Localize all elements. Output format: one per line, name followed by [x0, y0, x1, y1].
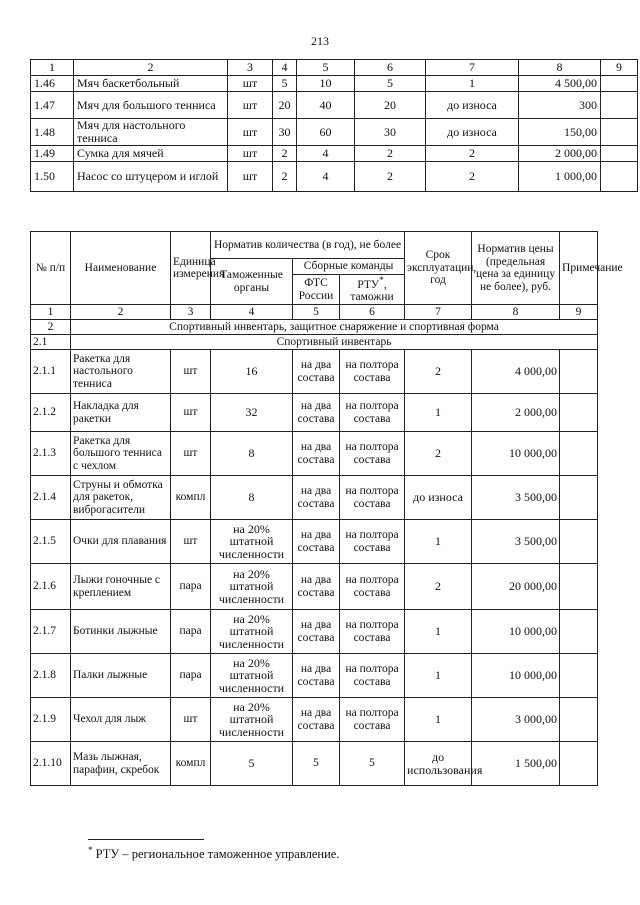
col-number-5: 5: [297, 60, 355, 76]
cell-col-9: [601, 92, 638, 119]
cell-col-5: 60: [297, 119, 355, 146]
cell-col-1: 1.48: [31, 119, 74, 146]
cell-col-6: на полтора состава: [340, 394, 405, 432]
cell-col-9: [560, 654, 598, 698]
cell-col-7: 1: [405, 394, 472, 432]
col-number-7: 7: [405, 305, 472, 320]
table-row: [31, 162, 638, 192]
cell-col-2: Палки лыжные: [71, 654, 171, 698]
cell-col-5: на два состава: [293, 564, 340, 610]
cell-col-3: шт: [171, 698, 211, 742]
cell-col-5: на два состава: [293, 698, 340, 742]
cell-col-4: 30: [273, 119, 297, 146]
cell-col-8: 1 000,00: [519, 162, 601, 192]
cell-col-4: 2: [273, 162, 297, 192]
cell-col-4: 8: [211, 476, 293, 520]
table-row: [31, 564, 598, 610]
equipment-table-continuation: [30, 59, 638, 192]
cell-col-8: 3 500,00: [472, 476, 560, 520]
cell-col-2: Насос со штуцером и иглой: [74, 162, 228, 192]
cell-col-2: Очки для плавания: [71, 520, 171, 564]
header-note: Примечание: [560, 232, 598, 305]
cell-col-2: Ракетка для настольного тенниса: [71, 350, 171, 394]
cell-col-9: [601, 146, 638, 162]
cell-col-8: 1 500,00: [472, 742, 560, 786]
cell-col-1: 1.46: [31, 76, 74, 92]
cell-col-5: на два состава: [293, 476, 340, 520]
cell-col-6: 30: [355, 119, 426, 146]
cell-col-8: 4 000,00: [472, 350, 560, 394]
col-number-1: 1: [31, 305, 71, 320]
cell-col-1: 2.1.2: [31, 394, 71, 432]
header-teams: Сборные команды: [293, 259, 405, 275]
table-row: [31, 742, 598, 786]
header-num: № п/п: [31, 232, 71, 305]
cell-col-6: 2: [355, 162, 426, 192]
cell-col-1: 1.47: [31, 92, 74, 119]
cell-col-6: 20: [355, 92, 426, 119]
cell-col-4: 5: [273, 76, 297, 92]
cell-col-8: 10 000,00: [472, 654, 560, 698]
cell-col-6: на полтора состава: [340, 476, 405, 520]
header-norm-qty: Норматив количества (в год), не более: [211, 232, 405, 259]
col-number-6: 6: [355, 60, 426, 76]
cell-col-7: 1: [405, 698, 472, 742]
cell-col-1: 2.1.8: [31, 654, 71, 698]
cell-col-4: на 20% штатной численности: [211, 520, 293, 564]
cell-col-3: компл: [171, 742, 211, 786]
cell-col-2: Мяч для настольного тенниса: [74, 119, 228, 146]
cell-col-3: шт: [171, 350, 211, 394]
cell-col-5: на два состава: [293, 394, 340, 432]
cell-col-8: 150,00: [519, 119, 601, 146]
col-number-6: 6: [340, 305, 405, 320]
cell-col-8: 10 000,00: [472, 610, 560, 654]
col-number-5: 5: [293, 305, 340, 320]
cell-col-6: на полтора состава: [340, 432, 405, 476]
cell-col-7: 2: [426, 146, 519, 162]
cell-col-5: на два состава: [293, 350, 340, 394]
table-row: [31, 698, 598, 742]
cell-col-7: до использования: [405, 742, 472, 786]
cell-col-9: [560, 394, 598, 432]
cell-col-4: на 20% штатной численности: [211, 654, 293, 698]
cell-col-6: на полтора состава: [340, 350, 405, 394]
cell-col-7: 1: [405, 520, 472, 564]
cell-col-6: 5: [355, 76, 426, 92]
cell-col-2: Мяч для большого тенниса: [74, 92, 228, 119]
footnote-separator: [88, 839, 204, 840]
cell-col-7: до износа: [426, 92, 519, 119]
cell-col-1: 2.1.5: [31, 520, 71, 564]
cell-col-7: 1: [426, 76, 519, 92]
cell-col-3: шт: [171, 394, 211, 432]
col-number-9: 9: [560, 305, 598, 320]
table-row: [31, 654, 598, 698]
header-name: Наименование: [71, 232, 171, 305]
cell-col-1: 1.50: [31, 162, 74, 192]
col-number-8: 8: [519, 60, 601, 76]
col-number-2: 2: [74, 60, 228, 76]
cell-col-7: 2: [405, 350, 472, 394]
cell-col-4: 5: [211, 742, 293, 786]
cell-col-9: [601, 76, 638, 92]
table1-header-row: [31, 60, 638, 76]
cell-col-7: 1: [405, 610, 472, 654]
col-number-3: 3: [171, 305, 211, 320]
cell-col-9: [560, 742, 598, 786]
rtu-suffix: , таможни: [350, 278, 394, 304]
col-number-4: 4: [211, 305, 293, 320]
cell-col-1: 2.1.3: [31, 432, 71, 476]
section-title: Спортивный инвентарь, защитное снаряжение и спортивная форма: [71, 320, 598, 335]
cell-col-2: Чехол для лыж: [71, 698, 171, 742]
cell-col-9: [560, 564, 598, 610]
header-term: Срок эксплуатации, год: [405, 232, 472, 305]
table-row: [31, 146, 638, 162]
cell-col-9: [560, 350, 598, 394]
table-row: [31, 432, 598, 476]
cell-col-3: шт: [171, 520, 211, 564]
cell-col-6: на полтора состава: [340, 564, 405, 610]
cell-col-2: Лыжи гоночные с креплением: [71, 564, 171, 610]
cell-col-1: 2.1.10: [31, 742, 71, 786]
table-row: [31, 350, 598, 394]
cell-col-2: Ракетка для большого тенниса с чехлом: [71, 432, 171, 476]
cell-col-1: 2.1.1: [31, 350, 71, 394]
cell-col-7: до износа: [405, 476, 472, 520]
table-row: [31, 610, 598, 654]
cell-col-6: на полтора состава: [340, 520, 405, 564]
table-row: [31, 92, 638, 119]
subsection-num: 2.1: [31, 335, 71, 350]
cell-col-5: на два состава: [293, 432, 340, 476]
cell-col-4: 20: [273, 92, 297, 119]
rtu-label: РТУ: [357, 278, 380, 291]
header-fts: ФТС России: [293, 275, 340, 305]
cell-col-5: 10: [297, 76, 355, 92]
cell-col-4: 2: [273, 146, 297, 162]
cell-col-8: 3 500,00: [472, 520, 560, 564]
cell-col-8: 20 000,00: [472, 564, 560, 610]
cell-col-2: Мазь лыжная, парафин, скребок: [71, 742, 171, 786]
footnote: [88, 845, 339, 862]
cell-col-4: 8: [211, 432, 293, 476]
table-row: [31, 394, 598, 432]
cell-col-2: Ботинки лыжные: [71, 610, 171, 654]
table-row: [31, 76, 638, 92]
cell-col-2: Сумка для мячей: [74, 146, 228, 162]
cell-col-1: 1.49: [31, 146, 74, 162]
cell-col-2: Мяч баскетбольный: [74, 76, 228, 92]
cell-col-3: пара: [171, 610, 211, 654]
cell-col-3: шт: [171, 432, 211, 476]
header-rtu: [340, 275, 405, 305]
rtu-footnote-mark: *: [379, 275, 384, 287]
cell-col-7: 2: [426, 162, 519, 192]
column-number-row: [31, 305, 598, 320]
cell-col-3: шт: [228, 119, 273, 146]
cell-col-1: 2.1.7: [31, 610, 71, 654]
header-price: Норматив цены (предельная цена за единицу не более), руб.: [472, 232, 560, 305]
section-num: 2: [31, 320, 71, 335]
col-number-8: 8: [472, 305, 560, 320]
header-unit: Единица измерения: [171, 232, 211, 305]
col-number-2: 2: [71, 305, 171, 320]
col-number-3: 3: [228, 60, 273, 76]
cell-col-4: на 20% штатной численности: [211, 610, 293, 654]
cell-col-5: на два состава: [293, 520, 340, 564]
cell-col-9: [560, 520, 598, 564]
header-customs: Таможенные органы: [211, 259, 293, 305]
cell-col-3: пара: [171, 564, 211, 610]
cell-col-9: [560, 698, 598, 742]
cell-col-3: пара: [171, 654, 211, 698]
cell-col-3: компл: [171, 476, 211, 520]
footnote-mark: *: [88, 845, 93, 855]
table-row: [31, 119, 638, 146]
col-number-9: 9: [601, 60, 638, 76]
cell-col-9: [601, 119, 638, 146]
table-row: [31, 476, 598, 520]
footnote-text: РТУ – региональное таможенное управление.: [92, 847, 340, 862]
col-number-4: 4: [273, 60, 297, 76]
cell-col-8: 2 000,00: [472, 394, 560, 432]
cell-col-8: 3 000,00: [472, 698, 560, 742]
cell-col-9: [560, 476, 598, 520]
cell-col-3: шт: [228, 146, 273, 162]
cell-col-3: шт: [228, 76, 273, 92]
cell-col-1: 2.1.9: [31, 698, 71, 742]
cell-col-5: 4: [297, 162, 355, 192]
cell-col-4: на 20% штатной численности: [211, 698, 293, 742]
cell-col-8: 2 000,00: [519, 146, 601, 162]
cell-col-9: [560, 610, 598, 654]
cell-col-6: на полтора состава: [340, 610, 405, 654]
cell-col-6: 5: [340, 742, 405, 786]
table-row: [31, 520, 598, 564]
cell-col-1: 2.1.6: [31, 564, 71, 610]
cell-col-6: на полтора состава: [340, 698, 405, 742]
cell-col-9: [560, 432, 598, 476]
sports-equipment-table: [30, 231, 623, 786]
cell-col-8: 10 000,00: [472, 432, 560, 476]
cell-col-2: Струны и обмотка для ракеток, виброгасители: [71, 476, 171, 520]
cell-col-1: 2.1.4: [31, 476, 71, 520]
cell-col-4: на 20% штатной численности: [211, 564, 293, 610]
cell-col-3: шт: [228, 92, 273, 119]
subsection-title: Спортивный инвентарь: [71, 335, 598, 350]
cell-col-4: 16: [211, 350, 293, 394]
cell-col-9: [601, 162, 638, 192]
cell-col-5: на два состава: [293, 654, 340, 698]
cell-col-7: 1: [405, 654, 472, 698]
page-number: 213: [311, 34, 329, 48]
cell-col-5: 4: [297, 146, 355, 162]
cell-col-4: 32: [211, 394, 293, 432]
cell-col-2: Накладка для ракетки: [71, 394, 171, 432]
cell-col-5: на два состава: [293, 610, 340, 654]
cell-col-5: 5: [293, 742, 340, 786]
cell-col-3: шт: [228, 162, 273, 192]
cell-col-7: 2: [405, 432, 472, 476]
col-number-1: 1: [31, 60, 74, 76]
cell-col-7: 2: [405, 564, 472, 610]
col-number-7: 7: [426, 60, 519, 76]
cell-col-6: 2: [355, 146, 426, 162]
cell-col-7: до износа: [426, 119, 519, 146]
cell-col-6: на полтора состава: [340, 654, 405, 698]
cell-col-8: 300: [519, 92, 601, 119]
cell-col-5: 40: [297, 92, 355, 119]
cell-col-8: 4 500,00: [519, 76, 601, 92]
